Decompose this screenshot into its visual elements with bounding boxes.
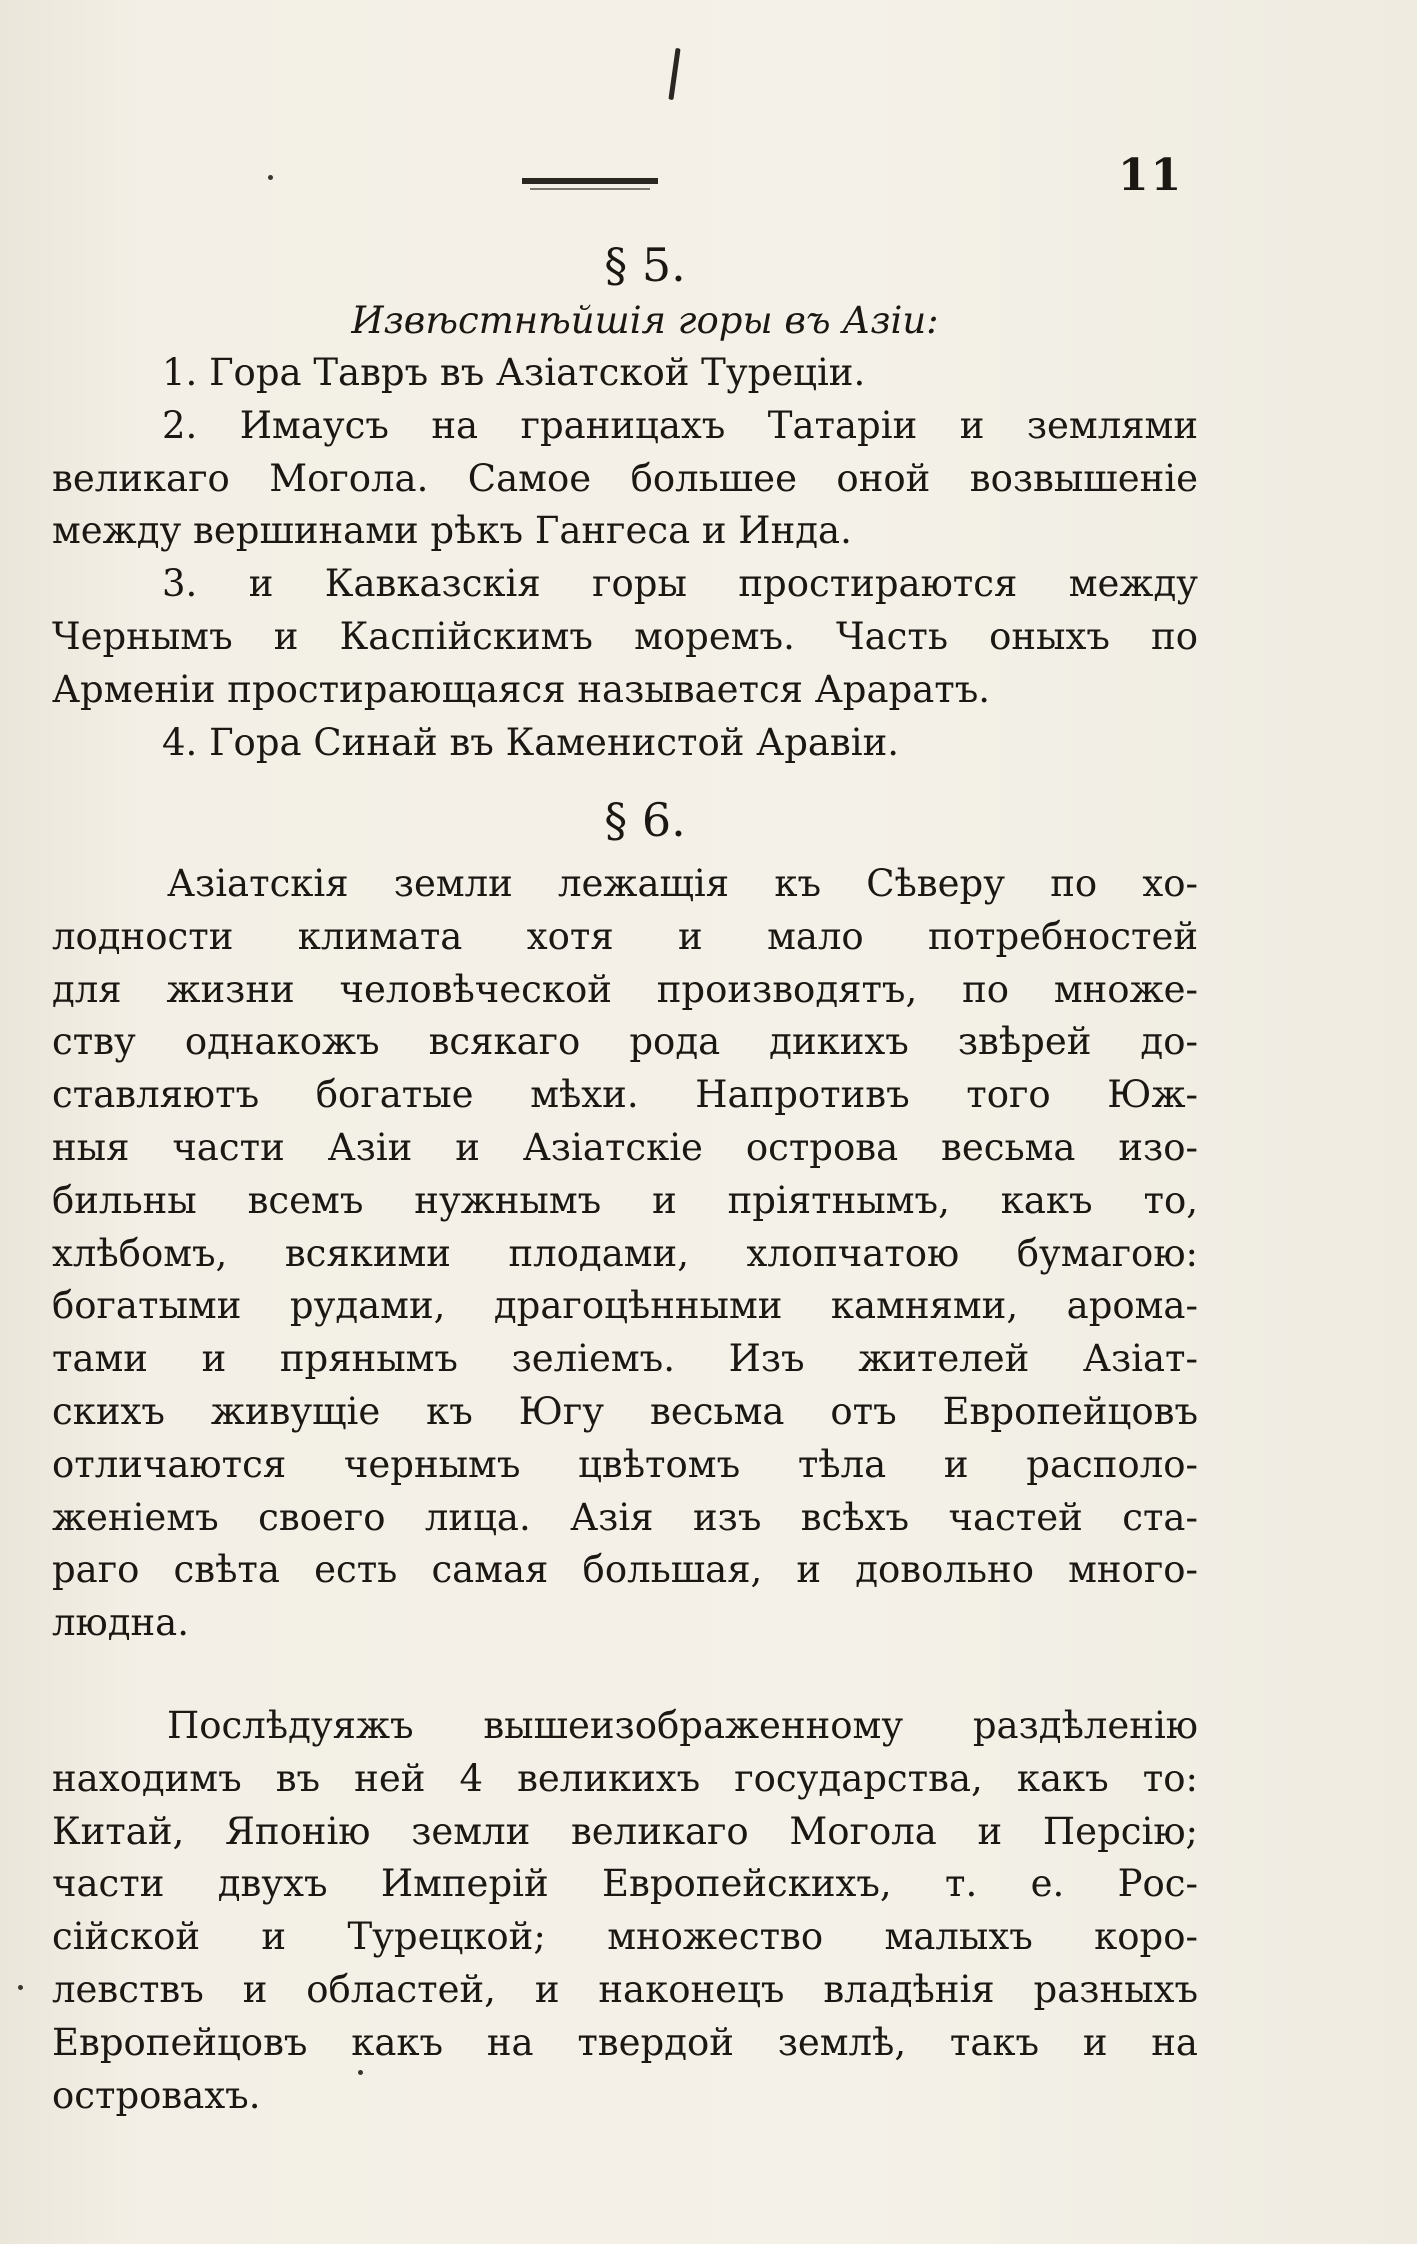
page-number: 11 (1118, 150, 1184, 201)
text-line: части двухъ Имперій Европейскихъ, т. е. Рос- (52, 1862, 1198, 1906)
text-line: сійской и Турецкой; множество малыхъ коро- (52, 1915, 1198, 1959)
section-6 (52, 790, 1198, 2122)
text-line: тами и прянымъ зеліемъ. Изъ жителей Азіат- (52, 1337, 1198, 1381)
paper-speck (18, 1985, 23, 1990)
text-line: ставляютъ богатые мѣхи. Напротивъ того Юж- (52, 1073, 1198, 1117)
text-line: раго свѣта есть самая большая, и довольно много- (52, 1548, 1198, 1592)
text-line: между вершинами рѣкъ Гангеса и Инда. (52, 509, 852, 553)
text-line: Арменіи простирающаяся называется Араратъ. (52, 667, 991, 711)
section-5 (52, 235, 1198, 769)
text-line: ныя части Азіи и Азіатскіе острова весьма изо- (52, 1125, 1198, 1169)
text-line: 2. Имаусъ на границахъ Татаріи и землями (162, 403, 1198, 447)
header-rule-thin (530, 188, 650, 190)
text-line: отличаются чернымъ цвѣтомъ тѣла и располо- (52, 1442, 1198, 1486)
header-rule (522, 178, 658, 184)
section-5-heading: § 5. (604, 238, 686, 292)
text-line: людна. (52, 1601, 189, 1645)
text-line: 1. Гора Тавръ въ Азіатской Турецiи. (162, 351, 866, 394)
text-line: лодности климата хотя и мало потребностей (52, 914, 1198, 958)
text-line: для жизни человѣческой производятъ, по множе- (52, 967, 1198, 1011)
text-line: хлѣбомъ, всякими плодами, хлопчатою бумагою: (52, 1231, 1198, 1275)
section-5-subheading: Извѣстнѣйшія горы въ Азіи: (351, 299, 939, 342)
section-6-heading: § 6. (604, 793, 686, 847)
text-line: Азіатскія земли лежащія къ Сѣверу по хо- (167, 862, 1198, 905)
text-line: великаго Могола. Самое большее оной возвышеніе (52, 456, 1198, 500)
text-line: Послѣдуяжъ вышеизображенному раздѣленію (167, 1703, 1198, 1747)
text-line: Китай, Японію земли великаго Могола и Персію; (52, 1809, 1198, 1853)
ink-mark (668, 48, 680, 100)
text-line: скихъ живущіе къ Югу весьма отъ Европейцовъ (52, 1389, 1198, 1433)
text-line: 4. Гора Синай въ Каменистой Аравіи. (162, 720, 900, 764)
paper-speck (268, 175, 273, 180)
text-line: 3. и Кавказскія горы простираются между (162, 562, 1198, 606)
text-line: бильны всемъ нужнымъ и пріятнымъ, какъ то, (52, 1178, 1198, 1222)
text-line: богатыми рудами, драгоцѣнными камнями, арома- (52, 1284, 1198, 1328)
text-line: островахъ. (52, 2073, 261, 2117)
text-line: левствъ и областей, и наконецъ владѣнія разныхъ (52, 1967, 1198, 2011)
text-line: Европейцовъ какъ на твердой землѣ, такъ и на (52, 2020, 1198, 2064)
text-line: Чернымъ и Каспійскимъ моремъ. Часть оныхъ по (52, 614, 1198, 658)
text-line: женіемъ своего лица. Азія изъ всѣхъ частей ста- (52, 1495, 1198, 1539)
text-line: находимъ въ ней 4 великихъ государства, какъ то: (52, 1756, 1198, 1800)
text-line: ству однакожъ всякаго рода дикихъ звѣрей до- (52, 1020, 1198, 1064)
paper-speck (358, 2070, 363, 2075)
